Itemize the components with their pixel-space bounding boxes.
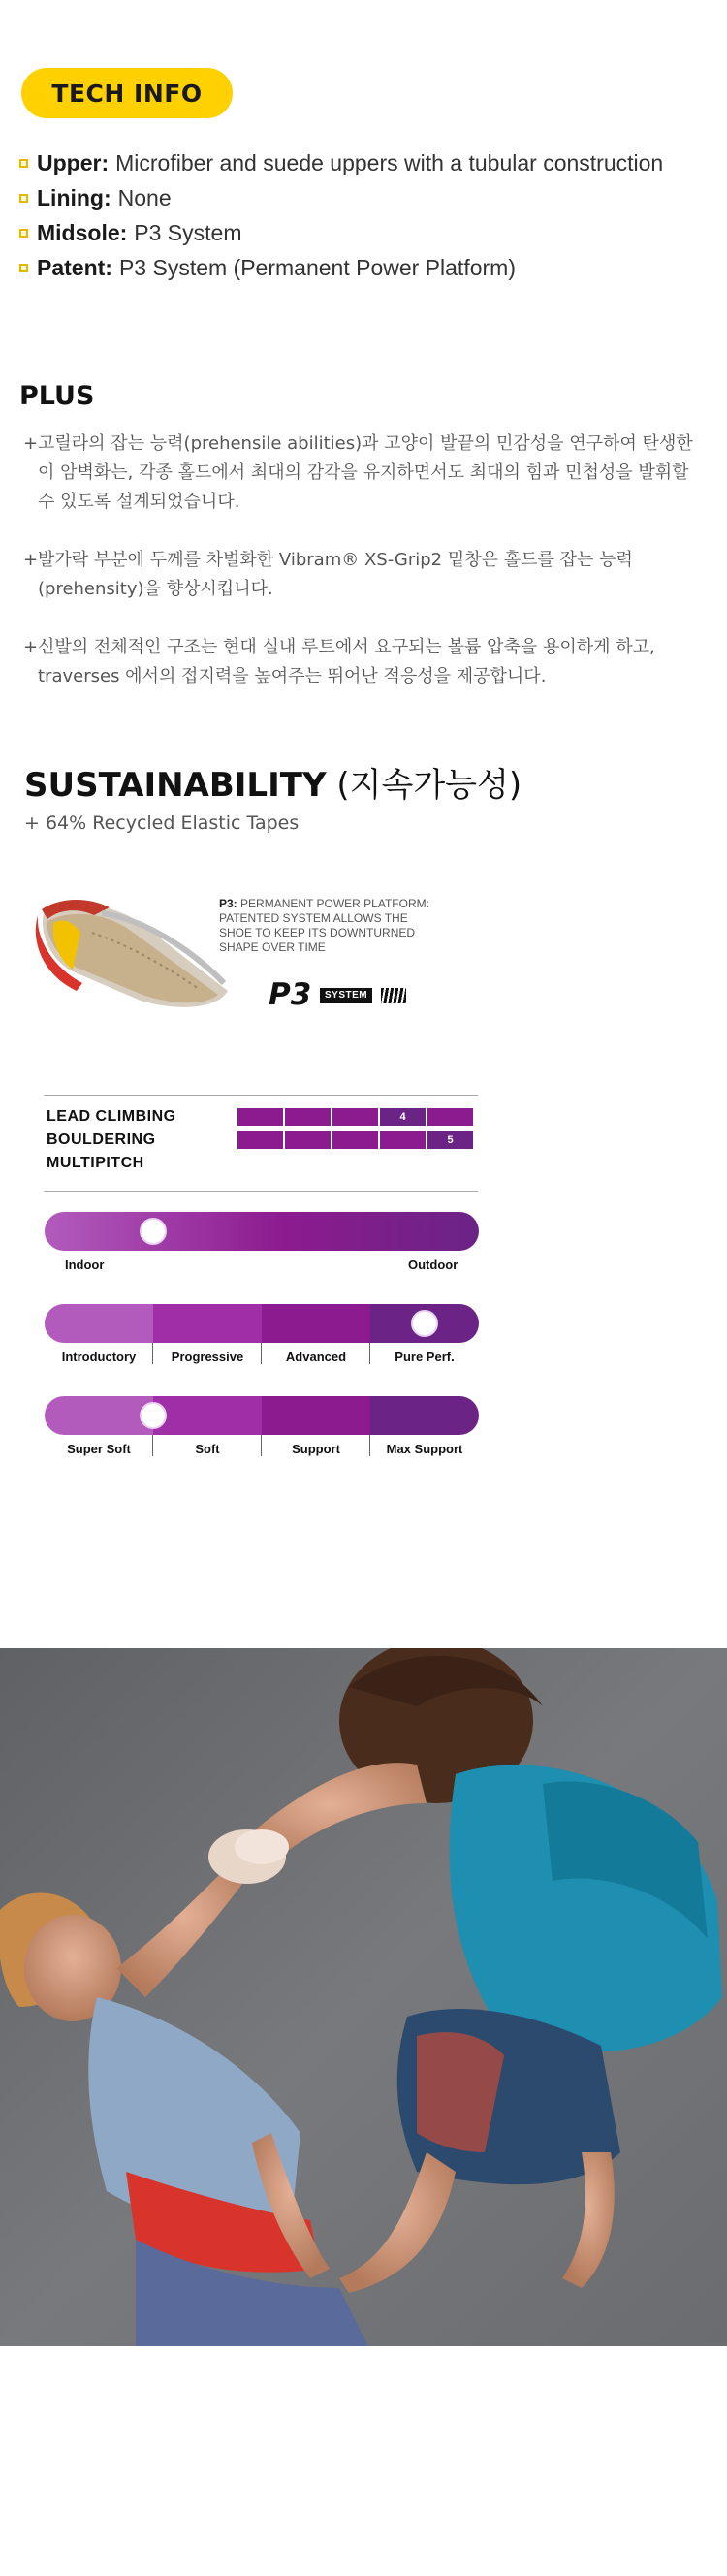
- use-label-lead: LEAD CLIMBING: [47, 1108, 176, 1125]
- p3-description-bold: P3:: [219, 897, 237, 910]
- scale-label: Max Support: [386, 1442, 463, 1456]
- sustainability-text: + 64% Recycled Elastic Tapes: [24, 812, 300, 834]
- tech-info-item: [19, 145, 717, 180]
- plus-prefix: +: [23, 550, 39, 570]
- p3-description: [219, 897, 442, 955]
- use-grid-level-cell: 5: [427, 1131, 473, 1149]
- p3-description-text: PERMANENT POWER PLATFORM: PATENTED SYSTEM ALLOWS THE SHOE TO KEEP ITS DOWNTURNED SHAPE OVER TIME: [219, 897, 429, 954]
- divider: [44, 1095, 478, 1096]
- sustainability-title: [24, 758, 522, 806]
- use-grid-level-cell: 4: [380, 1108, 426, 1126]
- tech-info-label: Midsole:: [37, 220, 128, 245]
- scale-label: Introductory: [61, 1350, 137, 1364]
- use-grid-row: [237, 1108, 473, 1126]
- use-grid-cell: [237, 1108, 283, 1126]
- square-bullet-icon: [19, 159, 28, 168]
- square-bullet-icon: [19, 194, 28, 203]
- scale-label: Super Soft: [67, 1442, 131, 1456]
- divider: [44, 1191, 478, 1192]
- scale-indicator: [140, 1402, 167, 1429]
- p3-midsole-illustration: [34, 894, 228, 1020]
- plus-item-text: 신발의 전체적인 구조는 현대 실내 루트에서 요구되는 볼륨 압축을 용이하게 하고, traverses 에서의 접지력을 높여주는 뛰어난 적응성을 제공합니다.: [38, 637, 655, 686]
- scale-label: Outdoor: [408, 1257, 458, 1272]
- use-label-bouldering: BOULDERING: [47, 1131, 156, 1148]
- scale-label: Advanced: [285, 1350, 347, 1364]
- plus-title: PLUS: [19, 381, 95, 411]
- tech-info-item: [19, 250, 717, 285]
- sustainability-title-bold: SUSTAINABILITY: [24, 766, 327, 805]
- tech-info-value: P3 System (Permanent Power Platform): [118, 255, 516, 280]
- tech-info-badge: TECH INFO: [21, 68, 233, 118]
- use-grid-cell: [285, 1108, 331, 1126]
- scale-label: Indoor: [65, 1257, 105, 1272]
- plus-item: [23, 546, 702, 604]
- scale-label: Soft: [195, 1442, 220, 1456]
- scale-indicator: [411, 1310, 438, 1337]
- tech-info-value: Microfiber and suede uppers with a tubular construction: [115, 150, 664, 175]
- tech-info-item: [19, 215, 717, 250]
- plus-item: [23, 429, 702, 517]
- tech-info-value: P3 System: [134, 220, 242, 245]
- indoor-outdoor-scale: [45, 1212, 479, 1251]
- use-grid-row: [237, 1131, 473, 1149]
- use-grid-cell: [332, 1108, 378, 1126]
- use-grid-cell: [427, 1108, 473, 1126]
- p3-system-badge: SYSTEM: [320, 988, 372, 1003]
- tech-info-label: Upper:: [37, 150, 110, 175]
- scale-label: Pure Perf.: [395, 1350, 455, 1364]
- tech-info-item: [19, 180, 717, 215]
- use-grid-cell: [285, 1131, 331, 1149]
- square-bullet-icon: [19, 229, 28, 238]
- use-grid-cell: [237, 1131, 283, 1149]
- p3-logo: P3: [269, 977, 312, 1012]
- plus-prefix: +: [23, 637, 39, 657]
- tech-info-value: None: [117, 185, 172, 210]
- support-scale: [45, 1396, 479, 1435]
- p3-stripes-icon: [381, 988, 406, 1003]
- plus-prefix: +: [23, 433, 39, 454]
- use-grid-cell: [380, 1131, 426, 1149]
- tech-info-list: [19, 145, 717, 285]
- scale-label: Progressive: [171, 1350, 244, 1364]
- climbers-photo: [0, 1648, 727, 2346]
- plus-item-text: 발가락 부분에 두께를 차별화한 Vibram® XS-Grip2 밑창은 홀드를 잡는 능력(prehensity)을 향상시킵니다.: [38, 550, 633, 599]
- use-label-multipitch: MULTIPITCH: [47, 1155, 144, 1171]
- scale-label: Support: [292, 1442, 340, 1456]
- plus-item-text: 고릴라의 잡는 능력(prehensile abilities)과 고양이 발끝의 민감성을 연구하여 탄생한 이 암벽화는, 각종 홀드에서 최대의 감각을 유지하면서도 최대의 힘과 민첩성을 발휘할 수 있도록 설계되었습니다.: [38, 433, 693, 512]
- tech-info-label: Lining:: [37, 185, 111, 210]
- square-bullet-icon: [19, 264, 28, 272]
- use-grid-cell: [332, 1131, 378, 1149]
- tech-info-label: Patent:: [37, 255, 112, 280]
- plus-item: [23, 633, 702, 691]
- sustainability-title-rest: (지속가능성): [336, 766, 522, 805]
- scale-indicator: [140, 1218, 167, 1245]
